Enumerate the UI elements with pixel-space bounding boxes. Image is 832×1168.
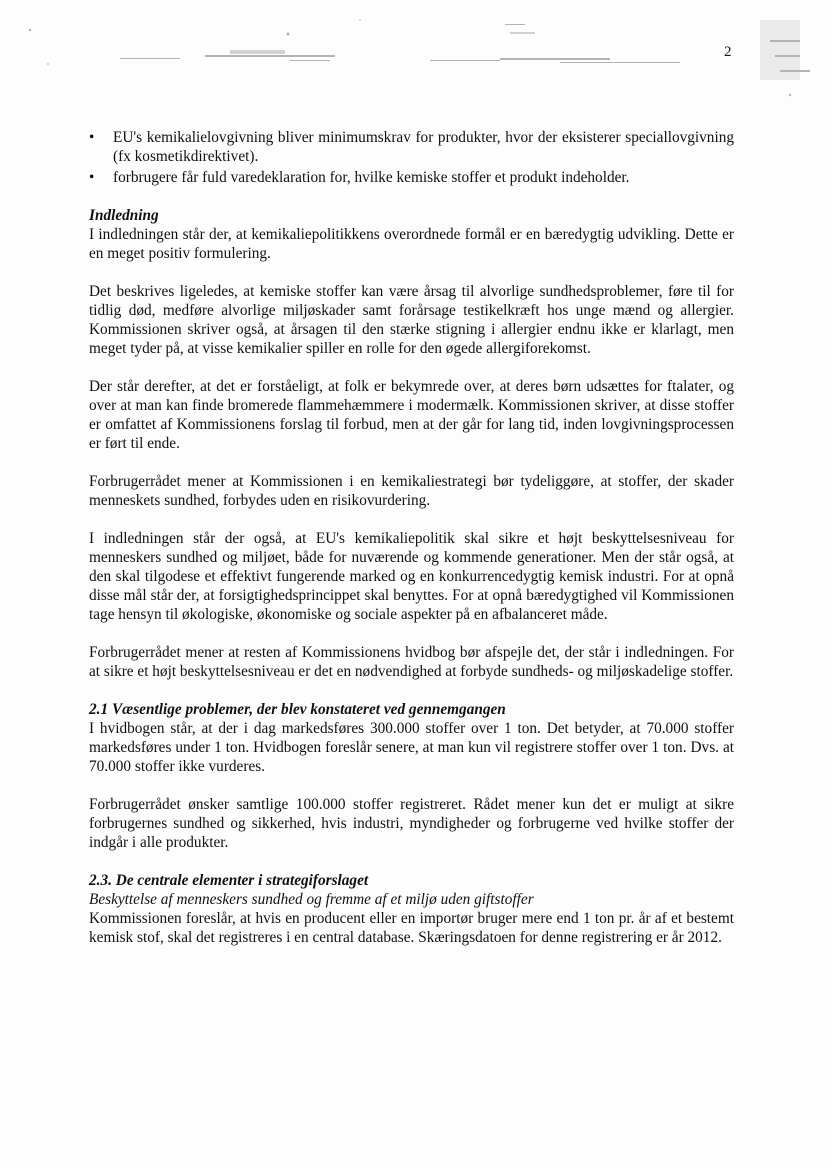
bullet-list [89, 128, 734, 187]
list-item [89, 128, 734, 166]
bullet-icon: • [89, 169, 95, 186]
section-subheading: Beskyttelse af menneskers sundhed og fremme af et miljø uden giftstoffer [89, 891, 534, 908]
paragraph: I hvidbogen står, at der i dag markedsføres 300.000 stoffer over 1 ton. Det betyder, at 70.000 stoffer markedsføres under 1 ton. Hvidbogen foreslår senere, at man kun vil registrere stoffer over 1 ton. Dvs. at 70.000 stoffer ikke vurderes. [89, 720, 734, 775]
paragraph: Det beskrives ligeledes, at kemiske stoffer kan være årsag til alvorlige sundhedsproblemer, føre til for tidlig død, medføre alvorlige miljøskader samt forårsage testikelkræft hos unge mænd og allergier. Kommissionen skriver også, at årsagen til den stærke stigning i allergier endnu ikke er klarlagt, men meget tyder på, at visse kemikalier spiller en rolle for den øgede allergiforekomst. [89, 283, 734, 357]
section-heading: 2.3. De centrale elementer i strategiforslaget [89, 872, 369, 889]
paragraph: Forbrugerrådet mener at Kommissionen i en kemikaliestrategi bør tydeliggøre, at stoffer, der skader menneskets sundhed, forbydes uden en risikovurdering. [89, 473, 734, 509]
paragraph: Der står derefter, at det er forståeligt, at folk er bekymrede over, at deres børn udsættes for ftalater, og over at man kan finde bromerede flammehæmmere i modermælk. Kommissionen skriver, at disse stoffer er omfattet af Kommissionens forslag til forbud, men at der går for lang tid, inden lovgivningsprocessen er ført til ende. [89, 378, 734, 452]
list-item-text: forbrugere får fuld varedeklaration for, hvilke kemiske stoffer et produkt indeholder. [113, 169, 630, 186]
scan-artifacts [0, 0, 832, 120]
section-indledning [89, 206, 734, 681]
document-body [89, 128, 734, 966]
paragraph: Forbrugerrådet mener at resten af Kommissionens hvidbog bør afspejle det, der står i indledningen. For at sikre et højt beskyttelsesniveau er det en nødvendighed at forbyde sundheds- og miljøskadelige stoffer. [89, 644, 734, 680]
section-2-3 [89, 871, 734, 947]
bullet-icon: • [89, 129, 95, 146]
list-item-text: EU's kemikalielovgivning bliver minimumskrav for produkter, hvor der eksisterer speciallovgivning (fx kosmetikdirektivet). [113, 129, 734, 165]
paragraph: Forbrugerrådet ønsker samtlige 100.000 stoffer registreret. Rådet mener kun det er muligt at sikre forbrugernes sundhed og sikkerhed, hvis industri, myndigheder og forbrugerne ved hvilke stoffer der indgår i alle produkter. [89, 796, 734, 851]
page-number: 2 [724, 44, 732, 60]
section-heading: Indledning [89, 207, 159, 224]
list-item [89, 168, 734, 187]
section-heading: 2.1 Væsentlige problemer, der blev konstateret ved gennemgangen [89, 701, 506, 718]
paragraph: Kommissionen foreslår, at hvis en producent eller en importør bruger mere end 1 ton pr. år af et bestemt kemisk stof, skal det registreres i en central database. Skæringsdatoen for denne registrering er år 2012. [89, 910, 734, 946]
paragraph: I indledningen står der, at kemikaliepolitikkens overordnede formål er en bæredygtig udvikling. Dette er en meget positiv formulering. [89, 226, 734, 262]
section-2-1 [89, 700, 734, 852]
paragraph: I indledningen står der også, at EU's kemikaliepolitik skal sikre et højt beskyttelsesniveau for menneskers sundhed og miljøet, både for nuværende og kommende generationer. Men der står også, at den skal tilgodese et effektivt fungerende marked og en konkurrencedygtig kemisk industri. For at opnå disse mål står der, at forsigtighedsprincippet skal benyttes. For at opnå bæredygtighed vil Kommissionen tage hensyn til økologiske, økonomiske og sociale aspekter på en afbalanceret måde. [89, 530, 734, 623]
